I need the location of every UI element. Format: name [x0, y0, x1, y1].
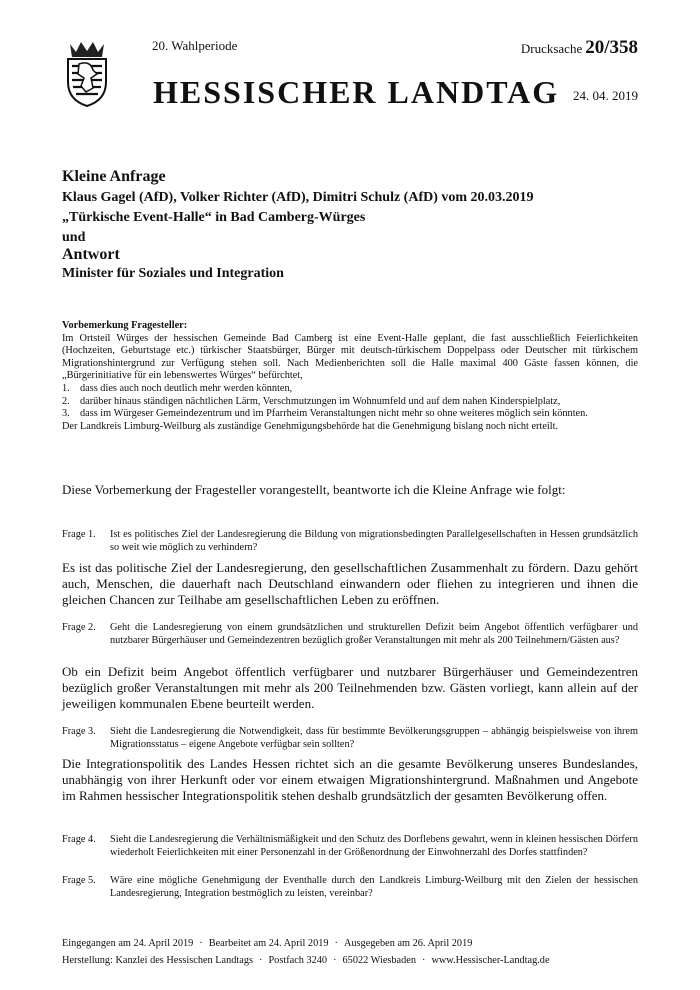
website-link[interactable]: www.Hessischer-Landtag.de: [431, 955, 550, 966]
hessen-coat-of-arms-logo: [62, 40, 112, 108]
preliminary-remark: [62, 320, 638, 433]
drucksache-number: 20/358: [585, 37, 638, 58]
list-item: 2. darüber hinaus ständigen nächtlichen Lärm, Verschmutzungen im Wohnumfeld und auf dem nahen Kinderspielplatz,: [62, 395, 561, 407]
inquiry-authors: Klaus Gagel (AfD), Volker Richter (AfD), Dimitri Schulz (AfD) vom 20.03.2019: [62, 190, 534, 205]
drucksache: [521, 37, 638, 59]
publisher: Herstellung: Kanzlei des Hessischen Landtags: [62, 955, 254, 966]
answer-1: Es ist das politische Ziel der Landesregierung, den gesellschaftlichen Zusammenhalt zu fördern. Dazu gehört auch, Menschen, die dauerhaft nach Deutschland einwandern oder fliehen zu integrieren und ihnen die gleichen Chancen zur Teilhabe am gesellschaftlichen Leben zu eröffnen.: [62, 560, 638, 607]
question-label: Frage 1.: [62, 529, 96, 540]
city: 65022 Wiesbaden: [342, 955, 416, 966]
wahlperiode: 20. Wahlperiode: [152, 38, 238, 53]
question-2: [62, 622, 638, 647]
footer-publisher: Herstellung: Kanzlei des Hessischen Landtags · Postfach 3240 · 65022 Wiesbaden · www.Hessischer-Landtag.de: [62, 955, 550, 966]
ministry: Minister für Soziales und Integration: [62, 266, 284, 281]
question-text: Wäre eine mögliche Genehmigung der Eventhalle durch den Landkreis Limburg-Weilburg mit den Zielen der hessischen Landesregierung, Integration bestmöglich zu leisten, vereinbar?: [110, 875, 638, 899]
question-4: [62, 834, 638, 859]
preliminary-remark-title: Vorbemerkung Fragesteller:: [62, 320, 188, 331]
drucksache-label: Drucksache: [520, 41, 583, 56]
inquiry-type: Kleine Anfrage: [62, 168, 166, 185]
question-text: Sieht die Landesregierung die Notwendigkeit, dass für bestimmte Bevölkerungsgruppen – abhängig beispielsweise von ihrem Migrationsstatus – eigene Angebote verfügbar sein sollten?: [110, 726, 638, 750]
question-label: Frage 2.: [62, 622, 96, 633]
preliminary-remark-text: Im Ortsteil Würges der hessischen Gemeinde Bad Camberg ist eine Event-Halle geplant, die fast ausschließlich Feierlichkeiten (Hochzeiten, Geburtstage etc.) türkischer Staatsbürger, Bürger mit deutsch-türkischem Doppelpass oder Deutscher mit türkischem Migrationshintergrund zur Verfügung stehen soll. Nach Medienberichten soll die Halle maximal 400 Gäste fassen können, die „Bürgerinitiative für ein lebenswertes Würges“ befürchtet,: [62, 332, 638, 382]
question-label: Frage 5.: [62, 875, 96, 886]
question-text: Geht die Landesregierung von einem grundsätzlichen und strukturellen Defizit beim Angebot öffentlich verfügbarer und nutzbarer Bürgerhäuser und Gemeindezentren bezüglich großer Veranstaltungen mit mehr als 200 Teilnehmern/Gästen aus?: [110, 622, 638, 646]
question-3: [62, 726, 638, 751]
parliament-title: HESSISCHER LANDTAG: [153, 74, 560, 110]
list-item: 3. dass im Würgeser Gemeindezentrum und im Pfarrheim Veranstaltungen nicht mehr so ohne weiteres möglich sein könnten.: [62, 408, 588, 420]
issued-date: Ausgegeben am 26. April 2019: [343, 938, 473, 949]
inquiry-subject: „Türkische Event-Halle“ in Bad Camberg-Würges: [62, 210, 366, 225]
answer-2: Ob ein Defizit beim Angebot öffentlich verfügbarer und nutzbarer Bürgerhäuser und Gemeindezentren bezüglich großer Veranstaltungen mit mehr als 200 Teilnehmenden bzw. Gästen vorliegt, kann allein auf der jeweiligen kommunalen Ebene beurteilt werden.: [62, 664, 638, 711]
footer-dates: Eingegangen am 24. April 2019 · Bearbeitet am 24. April 2019 · Ausgegeben am 26. April 2019: [62, 938, 473, 949]
question-label: Frage 4.: [62, 834, 96, 845]
question-text: Sieht die Landesregierung die Verhältnismäßigkeit und den Schutz des Dorflebens gewahrt, wenn in kleinen hessischen Dörfern wiederholt Feierlichkeiten mit einer Personenzahl in der Größenordnung der Einwohnerzahl des Dorfes stattfinden?: [110, 834, 638, 858]
postbox: Postfach 3240: [268, 955, 328, 966]
question-5: [62, 875, 638, 900]
received-date: Eingegangen am 24. April 2019: [62, 938, 194, 949]
question-text: Ist es politisches Ziel der Landesregierung die Bildung von migrationsbedingten Parallelgesellschaften in Hessen grundsätzlich so weit wie möglich zu verhindern?: [110, 529, 638, 553]
processed-date: Bearbeitet am 24. April 2019: [208, 938, 329, 949]
preliminary-remark-closing: Der Landkreis Limburg-Weilburg als zuständige Genehmigungsbehörde hat die Genehmigung bislang noch nicht erteilt.: [62, 420, 559, 432]
answer-intro: Diese Vorbemerkung der Fragesteller vorangestellt, beantworte ich die Kleine Anfrage wie folgt:: [62, 482, 566, 497]
und-label: und: [62, 230, 86, 245]
question-1: [62, 529, 638, 554]
document-date: 24. 04. 2019: [573, 88, 638, 103]
answer-heading: Antwort: [62, 246, 120, 263]
concerns-list: [62, 383, 638, 421]
list-item: 1. dass dies auch noch deutlich mehr werden könnten,: [62, 382, 293, 394]
question-label: Frage 3.: [62, 726, 96, 737]
answer-3: Die Integrationspolitik des Landes Hessen richtet sich an die gesamte Bevölkerung unseres Bundeslandes, unabhängig von ihrer Herkunft oder vor einem etwaigen Migrationshintergrund. Maßnahmen und Angebote im Rahmen hessischer Integrationspolitik stehen deshalb grundsätzlich der gesamten Bevölkerung offen.: [62, 756, 638, 803]
